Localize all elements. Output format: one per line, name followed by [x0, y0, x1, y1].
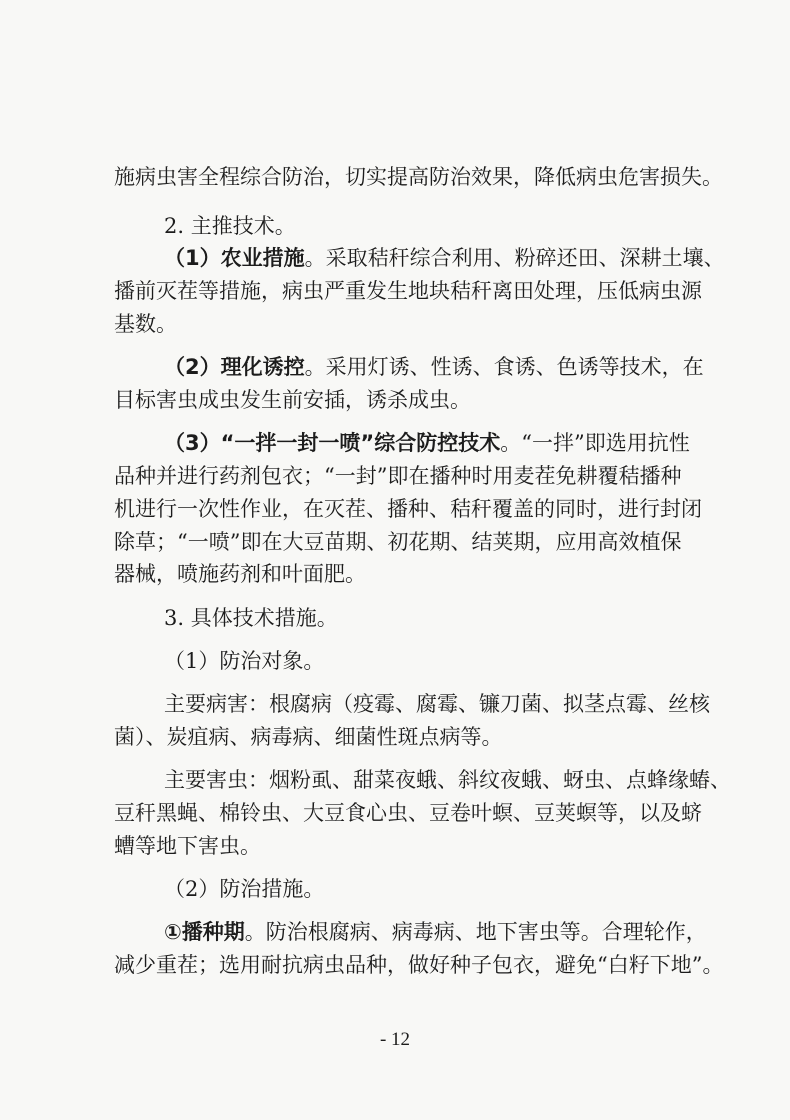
line-text: 主要病害：根腐病（疫霉、腐霉、镰刀菌、拟茎点霉、丝核 — [164, 692, 710, 716]
line-text: 。采取秸秆综合利用、粉碎还田、深耕土壤、 — [304, 246, 725, 270]
text-line — [0, 309, 790, 339]
text-line — [0, 950, 790, 980]
line-text: 豆秆黑蝇、棉铃虫、大豆食心虫、豆卷叶螟、豆荚螟等，以及蛴 — [114, 801, 702, 825]
bold-heading-text: ①播种期 — [164, 920, 245, 944]
line-text: 3. 具体技术措施。 — [164, 606, 338, 630]
bold-heading-text: （1）农业措施 — [164, 246, 305, 270]
text-line — [0, 527, 790, 557]
line-text: 。防治根腐病、病毒病、地下害虫等。合理轮作， — [244, 920, 707, 944]
text-line — [0, 461, 790, 491]
text-line — [0, 211, 790, 241]
text-line — [0, 428, 790, 458]
bold-heading-text: （3）“一拌一封一喷”综合防控技术 — [164, 431, 501, 455]
text-line — [0, 798, 790, 828]
text-line — [0, 765, 790, 795]
text-line — [0, 243, 790, 273]
line-text: 主要害虫：烟粉虱、甜菜夜蛾、斜纹夜蛾、蚜虫、点蜂缘蝽、 — [164, 768, 731, 792]
line-text: 品种并进行药剂包衣；“一封”即在播种时用麦茬免耕覆秸播种 — [114, 464, 682, 488]
line-text: 目标害虫成虫发生前安插，诱杀成虫。 — [114, 388, 471, 412]
line-text: 减少重茬；选用耐抗病虫品种，做好种子包衣，避免“白籽下地”。 — [114, 953, 724, 977]
line-text: 机进行一次性作业，在灭茬、播种、秸秆覆盖的同时，进行封闭 — [114, 497, 702, 521]
text-line — [0, 559, 790, 589]
text-line — [0, 385, 790, 415]
page-number: - 12 — [379, 1029, 411, 1050]
text-line — [0, 874, 790, 904]
text-line — [0, 646, 790, 676]
text-line — [0, 917, 790, 947]
line-text: 。“一拌”即选用抗性 — [500, 431, 690, 455]
line-text: 基数。 — [114, 312, 177, 336]
line-text: （2）防治措施。 — [164, 877, 325, 901]
text-line — [0, 352, 790, 382]
text-line — [0, 603, 790, 633]
line-text: 菌）、炭疽病、病毒病、细菌性斑点病等。 — [114, 725, 503, 749]
line-text: 。采用灯诱、性诱、食诱、色诱等技术，在 — [304, 355, 704, 379]
text-line — [0, 276, 790, 306]
text-line — [0, 494, 790, 524]
line-text: 2. 主推技术。 — [164, 214, 296, 238]
line-text: （1）防治对象。 — [164, 649, 325, 673]
text-line — [0, 831, 790, 861]
line-text: 除草；“一喷”即在大豆苗期、初花期、结荚期，应用高效植保 — [114, 530, 682, 554]
text-line — [0, 722, 790, 752]
text-line — [0, 689, 790, 719]
line-text: 螬等地下害虫。 — [114, 834, 261, 858]
line-text: 器械，喷施药剂和叶面肥。 — [114, 562, 366, 586]
bold-heading-text: （2）理化诱控 — [164, 355, 305, 379]
line-text: 播前灭茬等措施，病虫严重发生地块秸秆离田处理，压低病虫源 — [114, 279, 702, 303]
line-text: 施病虫害全程综合防治，切实提高防治效果，降低病虫危害损失。 — [114, 165, 723, 189]
text-line — [0, 162, 790, 192]
